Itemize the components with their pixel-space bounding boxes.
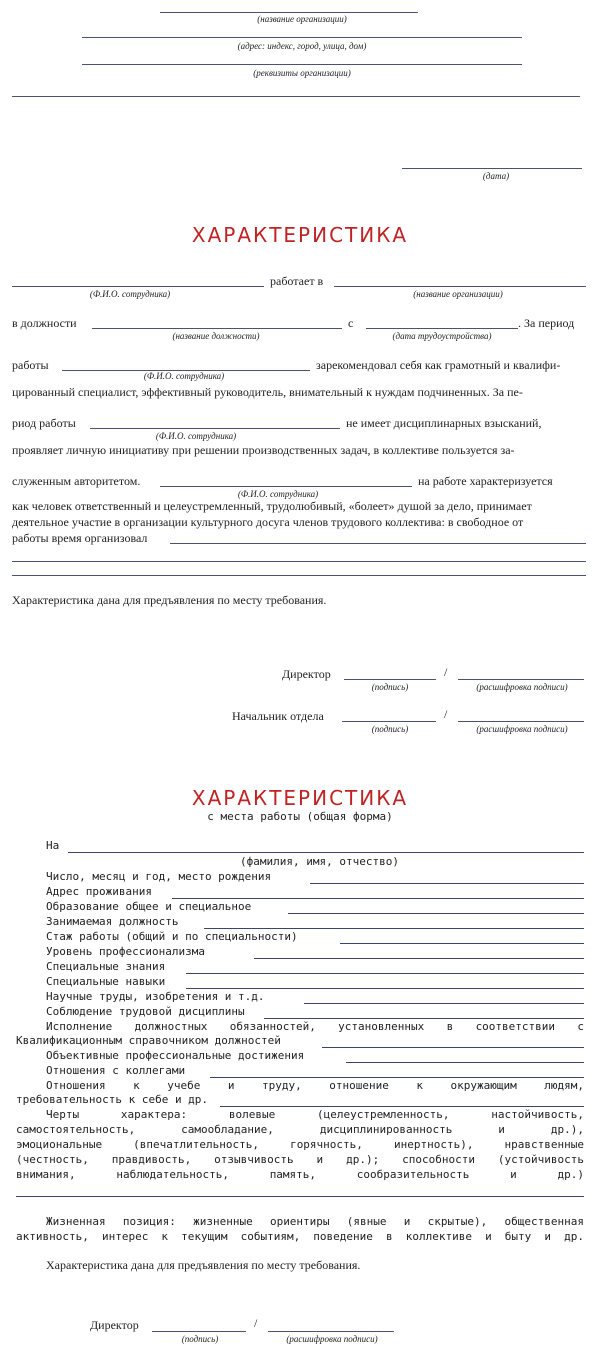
no-penalties-text: не имеет дисциплинарных взысканий, bbox=[346, 416, 542, 430]
director-label: Директор bbox=[282, 667, 331, 681]
colleagues-label: Отношения с коллегами bbox=[46, 1064, 186, 1077]
requisites-line bbox=[82, 64, 522, 65]
director-decode-line-2 bbox=[268, 1331, 394, 1332]
full-name-line bbox=[68, 852, 584, 853]
head-decode-caption: (расшифровка подписи) bbox=[476, 724, 568, 734]
date-caption: (дата) bbox=[482, 171, 510, 181]
director-slash: / bbox=[444, 665, 448, 679]
date-line bbox=[402, 168, 582, 169]
org-name-line bbox=[160, 12, 418, 13]
study-line-2: требовательность к себе и др. bbox=[16, 1093, 209, 1106]
traits-line bbox=[16, 1196, 584, 1197]
director-signature-caption: (подпись) bbox=[371, 682, 409, 692]
duties-line-1: Исполнение должностных обязанностей, установленных в соответствии с bbox=[46, 1020, 584, 1033]
director-label-2: Директор bbox=[90, 1318, 139, 1332]
list-item-line bbox=[254, 958, 584, 959]
director-decode-caption: (расшифровка подписи) bbox=[476, 682, 568, 692]
period-label: . За период bbox=[518, 316, 575, 330]
director-signature-line-2 bbox=[152, 1331, 246, 1332]
traits-line-2: самостоятельность, самообладание, дисциплинированность и др.), bbox=[16, 1123, 584, 1136]
list-item-line bbox=[186, 988, 584, 989]
org-caption: (название организации) bbox=[413, 289, 503, 299]
period-of-work-label: риод работы bbox=[12, 416, 76, 430]
at-work-text: на работе характеризуется bbox=[418, 474, 553, 488]
recommended-text: зарекомендовал себя как грамотный и квалифи- bbox=[316, 358, 561, 372]
list-item: Соблюдение трудовой дисциплины bbox=[46, 1005, 245, 1018]
requisites-caption: (реквизиты организации) bbox=[253, 68, 351, 78]
position-label: в должности bbox=[12, 316, 77, 330]
form2-subtitle: с места работы (общая форма) bbox=[207, 810, 393, 823]
activity-line-3 bbox=[12, 575, 586, 576]
colleagues-line bbox=[210, 1077, 584, 1078]
full-name-caption: (фамилия, имя, отчество) bbox=[240, 855, 399, 868]
achievements-label: Объективные профессиональные достижения bbox=[46, 1049, 305, 1062]
duties-line-2: Квалификационным справочником должностей bbox=[16, 1034, 281, 1047]
address-line bbox=[82, 37, 522, 38]
list-item-line bbox=[172, 898, 584, 899]
work-label: работы bbox=[12, 358, 49, 372]
to-label: На bbox=[46, 839, 60, 852]
director-decode-caption-2: (расшифровка подписи) bbox=[286, 1334, 378, 1344]
achievements-line bbox=[346, 1062, 584, 1063]
list-item: Специальные навыки bbox=[46, 975, 166, 988]
duties-line bbox=[322, 1047, 584, 1048]
activity-line-1 bbox=[170, 543, 586, 544]
fio-caption-2: (Ф.И.О. сотрудника) bbox=[143, 371, 225, 381]
fio-caption-3: (Ф.И.О. сотрудника) bbox=[155, 431, 237, 441]
from-label: с bbox=[348, 316, 354, 330]
head-signature-line bbox=[342, 721, 436, 722]
employee-name-line bbox=[12, 286, 264, 287]
position-caption: (название должности) bbox=[172, 331, 260, 341]
study-line-1: Отношения к учебе и труду, отношение к окружающим людям, bbox=[46, 1079, 584, 1092]
list-item-line bbox=[340, 943, 584, 944]
list-item: Адрес проживания bbox=[46, 885, 152, 898]
requisites-line-2 bbox=[12, 96, 580, 97]
form2-title: ХАРАКТЕРИСТИКА bbox=[191, 786, 409, 810]
org-name-caption: (название организации) bbox=[257, 14, 347, 24]
list-item: Число, месяц и год, место рождения bbox=[46, 870, 272, 883]
works-at-label: работает в bbox=[270, 274, 324, 288]
form1-title: ХАРАКТЕРИСТИКА bbox=[191, 223, 409, 247]
text-row-8: как человек ответственный и целеустремленный, трудолюбивый, «болеет» душой за дело, принимает bbox=[12, 499, 532, 513]
traits-line-5: внимания, наблюдательность, память, сообразительность и др.) bbox=[16, 1168, 584, 1181]
list-item: Стаж работы (общий и по специальности) bbox=[46, 930, 298, 943]
given-for-text: Характеристика дана для предъявления по месту требования. bbox=[12, 593, 327, 607]
director-decode-line bbox=[458, 679, 584, 680]
organization-line bbox=[334, 286, 586, 287]
head-dept-label: Начальник отдела bbox=[232, 709, 324, 723]
hire-date-caption: (дата трудоустройства) bbox=[392, 331, 492, 341]
life-position-line-2: активность, интерес к текущим событиям, поведение в коллективе и быту и др. bbox=[16, 1230, 584, 1243]
employee-name-line-4 bbox=[160, 486, 412, 487]
list-item: Образование общее и специальное bbox=[46, 900, 252, 913]
traits-line-4: (честность, правдивость, отзывчивость и др.); способности (устойчивость bbox=[16, 1153, 584, 1166]
text-row-4: цированный специалист, эффективный руководитель, внимательный к нуждам подчиненных. За пе- bbox=[12, 385, 523, 399]
traits-line-1: Черты характера: волевые (целеустремленность, настойчивость, bbox=[46, 1108, 584, 1121]
list-item-line bbox=[264, 1018, 584, 1019]
list-item: Научные труды, изобретения и т.д. bbox=[46, 990, 265, 1003]
given-for-text-2: Характеристика дана для предъявления по месту требования. bbox=[46, 1258, 361, 1272]
fio-caption: (Ф.И.О. сотрудника) bbox=[89, 289, 171, 299]
study-line bbox=[220, 1106, 584, 1107]
head-decode-line bbox=[458, 721, 584, 722]
text-row-9: деятельное участие в организации культурного досуга членов трудового коллектива: в свободное от bbox=[12, 515, 524, 529]
list-item-line bbox=[310, 883, 584, 884]
list-item-line bbox=[304, 1003, 584, 1004]
life-position-line-1: Жизненная позиция: жизненные ориентиры (явные и скрытые), общественная bbox=[46, 1215, 584, 1228]
traits-line-3: эмоциональные (впечатлительность, горячность, инертность), нравственные bbox=[16, 1138, 584, 1151]
list-item: Специальные знания bbox=[46, 960, 166, 973]
director-signature-caption-2: (подпись) bbox=[181, 1334, 219, 1344]
activity-line-2 bbox=[12, 561, 586, 562]
organized-label: работы время организовал bbox=[12, 531, 148, 545]
authority-text: служенным авторитетом. bbox=[12, 474, 141, 488]
head-signature-caption: (подпись) bbox=[371, 724, 409, 734]
list-item-line bbox=[288, 913, 584, 914]
employee-name-line-3 bbox=[90, 428, 340, 429]
list-item: Занимаемая должность bbox=[46, 915, 179, 928]
list-item: Уровень профессионализма bbox=[46, 945, 205, 958]
director-slash-2: / bbox=[254, 1316, 258, 1330]
text-row-6: проявляет личную инициативу при решении производственных задач, в коллективе пользуется за- bbox=[12, 443, 515, 457]
list-item-line bbox=[186, 973, 584, 974]
head-slash: / bbox=[444, 707, 448, 721]
hire-date-line bbox=[366, 328, 518, 329]
address-caption: (адрес: индекс, город, улица, дом) bbox=[237, 41, 367, 51]
list-item-line bbox=[204, 928, 584, 929]
position-line bbox=[92, 328, 342, 329]
fio-caption-4: (Ф.И.О. сотрудника) bbox=[237, 489, 319, 499]
director-signature-line bbox=[344, 679, 436, 680]
